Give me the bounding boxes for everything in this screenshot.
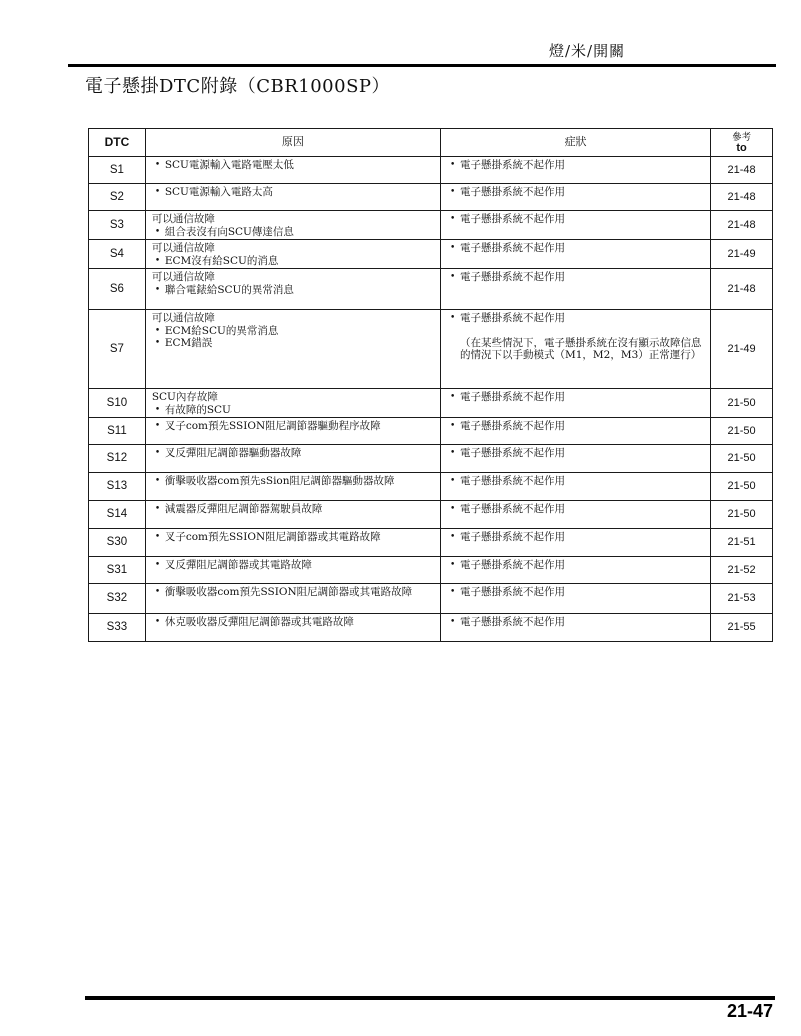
table-row bbox=[89, 501, 772, 529]
symptom-cell bbox=[441, 389, 711, 418]
ref-cell bbox=[711, 584, 772, 614]
ref-page: 21-50 bbox=[727, 452, 756, 465]
bullet-icon: • bbox=[449, 504, 456, 514]
bullet-text: 聯合電錶給SCU的異常消息 bbox=[164, 283, 294, 296]
ref-cell bbox=[711, 473, 772, 501]
dtc-code-cell bbox=[89, 445, 146, 473]
bullet-item bbox=[445, 213, 706, 226]
symptom-cell bbox=[441, 157, 711, 184]
bullet-item bbox=[150, 559, 436, 572]
bullet-text: 電子懸掛系統不起作用 bbox=[459, 475, 565, 487]
table-row bbox=[89, 269, 772, 310]
header-rule bbox=[68, 64, 776, 67]
bullet-icon: • bbox=[154, 226, 161, 237]
bullet-text: 電子懸掛系統不起作用 bbox=[459, 586, 565, 598]
cause-bullet-list bbox=[150, 616, 436, 629]
cause-cell bbox=[146, 557, 441, 584]
cause-cell bbox=[146, 614, 441, 641]
symptom-bullet-list bbox=[445, 559, 706, 572]
dtc-code-cell bbox=[89, 240, 146, 269]
bullet-item bbox=[445, 420, 706, 433]
bullet-icon: • bbox=[154, 587, 161, 597]
bullet-icon: • bbox=[449, 560, 456, 570]
symptom-cell bbox=[441, 501, 711, 529]
symptom-note: （在某些情況下，電子懸掛系統在沒有顯示故障信息的情況下以手動模式（M1，M2，M3）正常運行） bbox=[459, 336, 702, 361]
ref-cell bbox=[711, 184, 772, 211]
dtc-code: S32 bbox=[106, 592, 128, 605]
cause-cell bbox=[146, 240, 441, 269]
symptom-cell bbox=[441, 473, 711, 501]
dtc-code-cell bbox=[89, 418, 146, 445]
ref-cell bbox=[711, 445, 772, 473]
ref-page: 21-48 bbox=[727, 190, 756, 203]
symptom-cell bbox=[441, 418, 711, 445]
bullet-icon: • bbox=[154, 560, 161, 570]
bullet-item bbox=[445, 159, 706, 172]
cause-cell bbox=[146, 310, 441, 389]
cause-bullet-list bbox=[150, 226, 436, 239]
cause-bullet-list bbox=[150, 284, 436, 297]
ref-page: 21-52 bbox=[727, 563, 756, 576]
cause-cell bbox=[146, 211, 441, 240]
bullet-icon: • bbox=[449, 421, 456, 431]
bullet-item bbox=[445, 242, 706, 255]
bullet-item bbox=[150, 503, 436, 516]
cause-bullet-list bbox=[150, 186, 436, 199]
table-row bbox=[89, 240, 772, 269]
bullet-icon: • bbox=[154, 255, 161, 266]
bullet-text: 電子懸掛系統不起作用 bbox=[459, 420, 565, 432]
column-header-dtc: DTC bbox=[89, 129, 146, 157]
table-row bbox=[89, 418, 772, 445]
dtc-code-cell bbox=[89, 584, 146, 614]
cause-bullet-list bbox=[150, 503, 436, 516]
dtc-table bbox=[88, 128, 773, 642]
dtc-code: S6 bbox=[109, 282, 124, 295]
table-row bbox=[89, 614, 772, 641]
page-header-section: 燈/米/開關 bbox=[549, 42, 626, 60]
bullet-icon: • bbox=[449, 617, 456, 627]
bullet-icon: • bbox=[449, 587, 456, 597]
bullet-icon: • bbox=[154, 338, 161, 348]
ref-page: 21-49 bbox=[727, 342, 756, 355]
symptom-bullet-list bbox=[445, 616, 706, 629]
symptom-bullet-list bbox=[445, 186, 706, 199]
bullet-icon: • bbox=[154, 476, 161, 486]
bullet-text: 叉反彈阻尼調節器或其電路故障 bbox=[164, 559, 312, 571]
symptom-bullet-list bbox=[445, 420, 706, 433]
dtc-code-cell bbox=[89, 389, 146, 418]
bullet-item bbox=[150, 586, 436, 599]
table-row bbox=[89, 557, 772, 584]
bullet-text: 減震器反彈阻尼調節器駕駛員故障 bbox=[164, 503, 323, 515]
dtc-code-cell bbox=[89, 473, 146, 501]
dtc-code-cell bbox=[89, 269, 146, 310]
bullet-text: 休克吸收器反彈阻尼調節器或其電路故障 bbox=[164, 616, 354, 628]
symptom-cell bbox=[441, 445, 711, 473]
cause-bullet-list bbox=[150, 420, 436, 433]
column-header-cause: 原因 bbox=[146, 129, 441, 157]
dtc-code-cell bbox=[89, 211, 146, 240]
symptom-bullet-list bbox=[445, 242, 706, 255]
dtc-code-cell bbox=[89, 157, 146, 184]
bullet-item bbox=[445, 312, 706, 325]
ref-cell bbox=[711, 269, 772, 310]
dtc-code: S30 bbox=[106, 536, 128, 549]
bullet-text: SCU電源輸入電路太高 bbox=[164, 186, 273, 198]
bullet-text: 電子懸掛系統不起作用 bbox=[459, 186, 565, 198]
cause-cell bbox=[146, 501, 441, 529]
ref-page: 21-48 bbox=[727, 282, 756, 295]
bullet-item bbox=[445, 586, 706, 599]
cause-intro-text: 可以通信故障 bbox=[151, 312, 215, 324]
ref-cell bbox=[711, 529, 772, 557]
table-row bbox=[89, 184, 772, 211]
table-row bbox=[89, 389, 772, 418]
bullet-text: 電子懸掛系統不起作用 bbox=[459, 503, 565, 515]
bullet-item bbox=[445, 559, 706, 572]
bullet-text: 電子懸掛系統不起作用 bbox=[459, 559, 565, 571]
bullet-icon: • bbox=[154, 404, 161, 415]
bullet-item bbox=[150, 531, 436, 544]
bullet-icon: • bbox=[154, 160, 161, 170]
bullet-icon: • bbox=[154, 448, 161, 458]
bullet-icon: • bbox=[449, 532, 456, 542]
bullet-icon: • bbox=[449, 392, 456, 402]
cause-cell bbox=[146, 584, 441, 614]
symptom-bullet-list bbox=[445, 531, 706, 544]
bullet-icon: • bbox=[449, 313, 456, 323]
cause-cell bbox=[146, 389, 441, 418]
symptom-bullet-list bbox=[445, 271, 706, 284]
bullet-text: 叉反彈阻尼調節器驅動器故障 bbox=[164, 447, 302, 459]
bullet-text: 電子懸掛系統不起作用 bbox=[459, 271, 565, 283]
bullet-item bbox=[445, 447, 706, 460]
ref-cell bbox=[711, 310, 772, 389]
column-header-symptom: 症狀 bbox=[441, 129, 711, 157]
dtc-code: S3 bbox=[109, 218, 124, 231]
bullet-text: ECM給SCU的異常消息 bbox=[164, 324, 279, 337]
ref-page: 21-50 bbox=[727, 480, 756, 493]
bullet-item bbox=[445, 475, 706, 488]
dtc-code: S11 bbox=[107, 424, 127, 437]
table-row bbox=[89, 157, 772, 184]
ref-page: 21-55 bbox=[727, 621, 756, 634]
bullet-icon: • bbox=[449, 476, 456, 486]
table-row bbox=[89, 584, 772, 614]
cause-intro-text: 可以通信故障 bbox=[151, 213, 215, 225]
table-row bbox=[89, 473, 772, 501]
cause-bullet-list bbox=[150, 447, 436, 460]
ref-cell bbox=[711, 211, 772, 240]
ref-header-line2: to bbox=[736, 141, 747, 154]
bullet-text: 電子懸掛系統不起作用 bbox=[459, 312, 565, 324]
bullet-icon: • bbox=[154, 284, 161, 295]
ref-page: 21-50 bbox=[727, 508, 756, 521]
cause-intro-text: SCU內存故障 bbox=[151, 391, 218, 403]
bullet-item bbox=[150, 325, 436, 338]
ref-page: 21-48 bbox=[727, 218, 756, 231]
dtc-code-cell bbox=[89, 184, 146, 211]
bullet-icon: • bbox=[154, 617, 161, 627]
page-title: 電子懸掛DTC附錄（CBR1000SP） bbox=[85, 76, 391, 97]
ref-page: 21-49 bbox=[727, 247, 756, 260]
dtc-code: S10 bbox=[106, 396, 128, 409]
table-row bbox=[89, 310, 772, 389]
symptom-cell bbox=[441, 240, 711, 269]
cause-bullet-list bbox=[150, 531, 436, 544]
bullet-icon: • bbox=[449, 187, 456, 197]
dtc-code: S13 bbox=[106, 480, 128, 493]
bullet-icon: • bbox=[154, 187, 161, 197]
symptom-cell bbox=[441, 184, 711, 211]
cause-intro-text: 可以通信故障 bbox=[151, 271, 215, 283]
bullet-icon: • bbox=[449, 160, 456, 170]
symptom-bullet-list bbox=[445, 503, 706, 516]
dtc-code: S14 bbox=[106, 508, 128, 521]
ref-cell bbox=[711, 157, 772, 184]
bullet-item bbox=[150, 337, 436, 350]
bullet-item bbox=[445, 186, 706, 199]
dtc-code: S2 bbox=[109, 190, 124, 203]
bullet-item bbox=[150, 284, 436, 297]
bullet-item bbox=[150, 475, 436, 488]
bullet-icon: • bbox=[154, 504, 161, 514]
cause-cell bbox=[146, 157, 441, 184]
bullet-item bbox=[445, 391, 706, 404]
cause-intro-text: 可以通信故障 bbox=[151, 242, 215, 254]
ref-page: 21-50 bbox=[727, 396, 756, 409]
dtc-code-cell bbox=[89, 501, 146, 529]
symptom-bullet-list bbox=[445, 159, 706, 172]
column-header-ref bbox=[711, 129, 772, 157]
bullet-text: 電子懸掛系統不起作用 bbox=[459, 531, 565, 543]
bullet-item bbox=[150, 420, 436, 433]
symptom-bullet-list bbox=[445, 391, 706, 404]
dtc-code-cell bbox=[89, 529, 146, 557]
dtc-code: S33 bbox=[106, 621, 128, 634]
bullet-text: 叉子com預先SSION阻尼調節器驅動程序故障 bbox=[164, 420, 381, 432]
dtc-code-cell bbox=[89, 614, 146, 641]
bullet-item bbox=[445, 503, 706, 516]
footer-rule bbox=[85, 996, 775, 1000]
table-header-row bbox=[89, 129, 772, 157]
dtc-code: S12 bbox=[106, 452, 128, 465]
bullet-text: 電子懸掛系統不起作用 bbox=[459, 616, 565, 628]
symptom-bullet-list bbox=[445, 447, 706, 460]
table-row bbox=[89, 445, 772, 473]
cause-bullet-list bbox=[150, 255, 436, 268]
cause-cell bbox=[146, 473, 441, 501]
bullet-item bbox=[150, 186, 436, 199]
bullet-item bbox=[445, 531, 706, 544]
cause-cell bbox=[146, 445, 441, 473]
symptom-cell bbox=[441, 211, 711, 240]
bullet-item bbox=[150, 616, 436, 629]
table-body bbox=[89, 157, 772, 641]
bullet-text: 組合表沒有向SCU傳達信息 bbox=[164, 225, 294, 238]
bullet-text: ECM沒有給SCU的消息 bbox=[164, 254, 279, 267]
bullet-icon: • bbox=[449, 214, 456, 224]
cause-bullet-list bbox=[150, 325, 436, 350]
bullet-text: 電子懸掛系統不起作用 bbox=[459, 159, 565, 171]
table-row bbox=[89, 529, 772, 557]
symptom-bullet-list bbox=[445, 586, 706, 599]
ref-page: 21-50 bbox=[727, 424, 756, 437]
symptom-cell bbox=[441, 310, 711, 389]
cause-bullet-list bbox=[150, 475, 436, 488]
cause-cell bbox=[146, 184, 441, 211]
dtc-code-cell bbox=[89, 557, 146, 584]
bullet-item bbox=[150, 255, 436, 268]
ref-cell bbox=[711, 240, 772, 269]
dtc-code: S4 bbox=[109, 247, 124, 260]
cause-bullet-list bbox=[150, 586, 436, 599]
bullet-text: 電子懸掛系統不起作用 bbox=[459, 447, 565, 459]
ref-cell bbox=[711, 389, 772, 418]
bullet-text: 電子懸掛系統不起作用 bbox=[459, 213, 565, 225]
symptom-bullet-list bbox=[445, 312, 706, 325]
bullet-text: 電子懸掛系統不起作用 bbox=[459, 391, 565, 403]
cause-cell bbox=[146, 418, 441, 445]
dtc-code: S31 bbox=[106, 563, 128, 576]
ref-page: 21-48 bbox=[727, 163, 756, 176]
bullet-text: SCU電源輸入電路電壓太低 bbox=[164, 159, 294, 171]
bullet-text: 衝擊吸收器com預先sSion阻尼調節器驅動器故障 bbox=[164, 475, 395, 487]
symptom-cell bbox=[441, 614, 711, 641]
ref-page: 21-53 bbox=[727, 592, 756, 605]
bullet-item bbox=[445, 271, 706, 284]
symptom-cell bbox=[441, 269, 711, 310]
dtc-code-cell bbox=[89, 310, 146, 389]
cause-bullet-list bbox=[150, 559, 436, 572]
bullet-icon: • bbox=[154, 421, 161, 431]
bullet-icon: • bbox=[154, 325, 161, 336]
bullet-item bbox=[150, 159, 436, 172]
bullet-icon: • bbox=[449, 448, 456, 458]
ref-page: 21-51 bbox=[727, 536, 756, 549]
cause-bullet-list bbox=[150, 159, 436, 172]
ref-cell bbox=[711, 614, 772, 641]
page-number: 21-47 bbox=[726, 1001, 773, 1021]
cause-cell bbox=[146, 529, 441, 557]
bullet-item bbox=[150, 404, 436, 417]
dtc-code: S1 bbox=[109, 163, 124, 176]
bullet-text: 電子懸掛系統不起作用 bbox=[459, 242, 565, 254]
ref-cell bbox=[711, 418, 772, 445]
bullet-icon: • bbox=[154, 532, 161, 542]
dtc-code: S7 bbox=[109, 342, 124, 355]
bullet-item bbox=[150, 447, 436, 460]
symptom-cell bbox=[441, 557, 711, 584]
bullet-text: ECM錯誤 bbox=[164, 337, 213, 349]
bullet-item bbox=[150, 226, 436, 239]
ref-cell bbox=[711, 501, 772, 529]
ref-cell bbox=[711, 557, 772, 584]
cause-bullet-list bbox=[150, 404, 436, 417]
ref-header-line1: 參考 bbox=[732, 131, 752, 143]
bullet-icon: • bbox=[449, 243, 456, 253]
symptom-bullet-list bbox=[445, 475, 706, 488]
bullet-text: 衝擊吸收器com預先SSION阻尼調節器或其電路故障 bbox=[164, 586, 413, 598]
table-row bbox=[89, 211, 772, 240]
cause-cell bbox=[146, 269, 441, 310]
bullet-icon: • bbox=[449, 272, 456, 282]
symptom-bullet-list bbox=[445, 213, 706, 226]
symptom-cell bbox=[441, 529, 711, 557]
bullet-text: 叉子com預先SSION阻尼調節器或其電路故障 bbox=[164, 531, 381, 543]
bullet-text: 有故障的SCU bbox=[164, 403, 231, 416]
symptom-cell bbox=[441, 584, 711, 614]
bullet-item bbox=[445, 616, 706, 629]
